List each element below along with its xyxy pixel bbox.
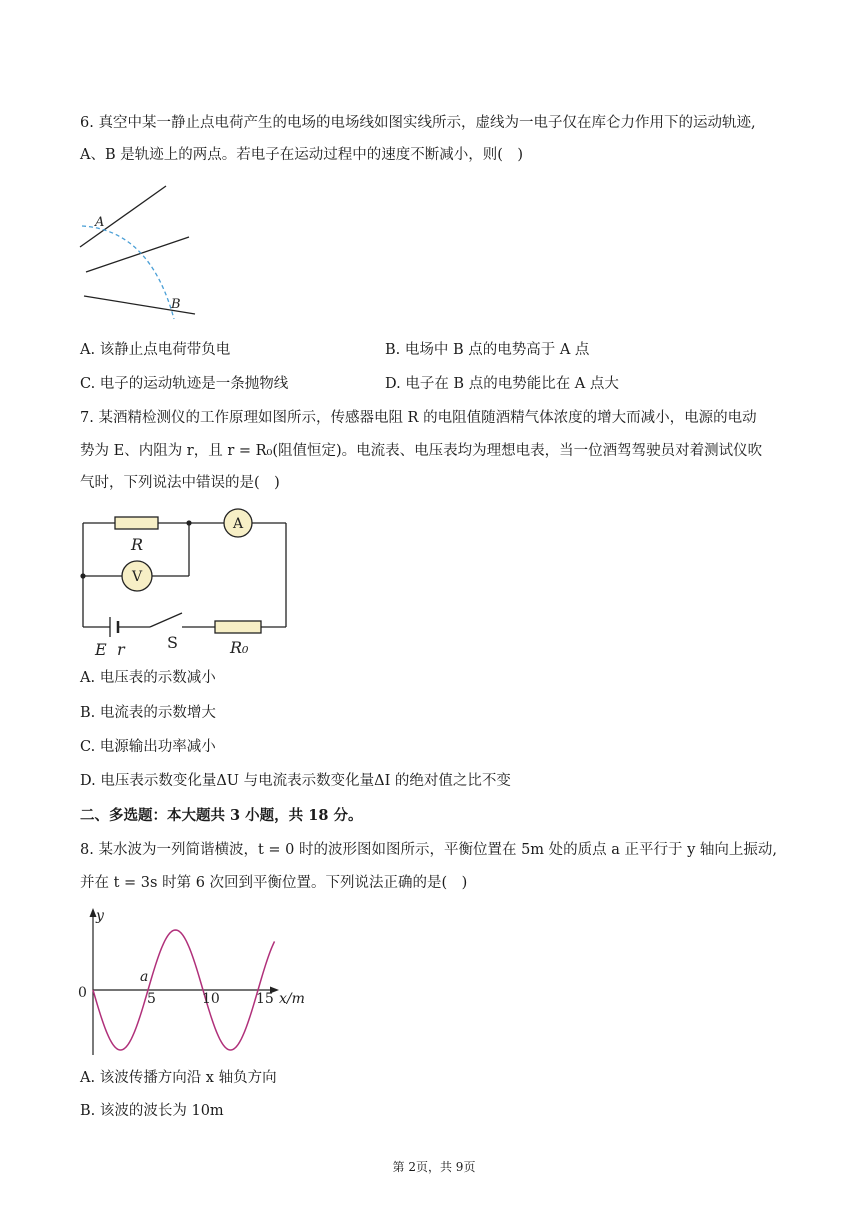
q8-option-b: B. 该波的波长为 10m [80,1103,224,1119]
q8-wave-figure [76,905,316,1057]
label-point-a: a [140,969,149,985]
q8-option-a: A. 该波传播方向沿 x 轴负方向 [80,1070,277,1086]
q6-stem-line1: 6. 真空中某一静止点电荷产生的电场的电场线如图实线所示，虚线为一电子仅在库仑力作用下的运动轨迹, [80,115,756,131]
q7-stem-line3: 气时，下列说法中错误的是( ) [80,475,280,491]
label-voltmeter: V [131,569,143,585]
q7-option-a: A. 电压表的示数减小 [80,670,216,686]
q6-option-c: C. 电子的运动轨迹是一条抛物线 [80,376,289,392]
label-switch: S [167,633,178,652]
label-internal-r: r [117,640,125,659]
label-point-b: B [171,297,181,312]
junction-top [186,520,191,525]
tick-label-15: 15 [256,991,274,1007]
page-footer: 第 2页，共 9页 [392,1160,476,1174]
tick-label-10: 10 [202,991,220,1007]
q7-option-d: D. 电压表示数变化量ΔU 与电流表示数变化量ΔI 的绝对值之比不变 [80,773,511,789]
q7-circuit-figure [80,505,295,660]
electron-trajectory [82,226,174,319]
junction-left [80,573,85,578]
section-heading-multiple-choice: 二、多选题：本大题共 3 小题，共 18 分。 [80,807,363,824]
label-origin: 0 [78,985,87,1001]
tick-label-5: 5 [147,991,156,1007]
label-x-axis: x/m [279,991,305,1007]
label-resistor-r0: R₀ [230,638,249,657]
label-ammeter: A [232,516,244,532]
q8-stem-line2: 并在 t = 3s 时第 6 次回到平衡位置。下列说法正确的是( ) [80,875,468,891]
resistor-r [115,517,158,529]
q8-stem-line1: 8. 某水波为一列简谐横波，t = 0 时的波形图如图所示，平衡位置在 5m 处的质点 a 正平行于 y 轴向上振动, [80,842,778,858]
q7-stem-line1: 7. 某酒精检测仪的工作原理如图所示，传感器电阻 R 的电阻值随酒精气体浓度的增大而减小，电源的电动 [80,410,757,426]
resistor-r0 [215,621,261,633]
q6-option-a: A. 该静止点电荷带负电 [80,342,231,358]
q7-option-c: C. 电源输出功率减小 [80,739,216,755]
q7-option-b: B. 电流表的示数增大 [80,705,216,721]
q7-stem-line2: 势为 E、内阻为 r，且 r = R₀(阻值恒定)。电流表、电压表均为理想电表，当一位酒驾驾驶员对着测试仪吹 [80,443,763,459]
label-resistor-r: R [130,535,144,554]
q6-option-b: B. 电场中 B 点的电势高于 A 点 [385,342,590,358]
field-line-middle [86,237,189,272]
q6-stem-line2: A、B 是轨迹上的两点。若电子在运动过程中的速度不断减小，则( ) [80,147,524,163]
q6-field-figure [78,182,203,327]
label-emf: E [95,640,107,659]
label-point-a: A [95,215,105,230]
label-y-axis: y [96,908,104,924]
q6-option-d: D. 电子在 B 点的电势能比在 A 点大 [385,376,619,392]
